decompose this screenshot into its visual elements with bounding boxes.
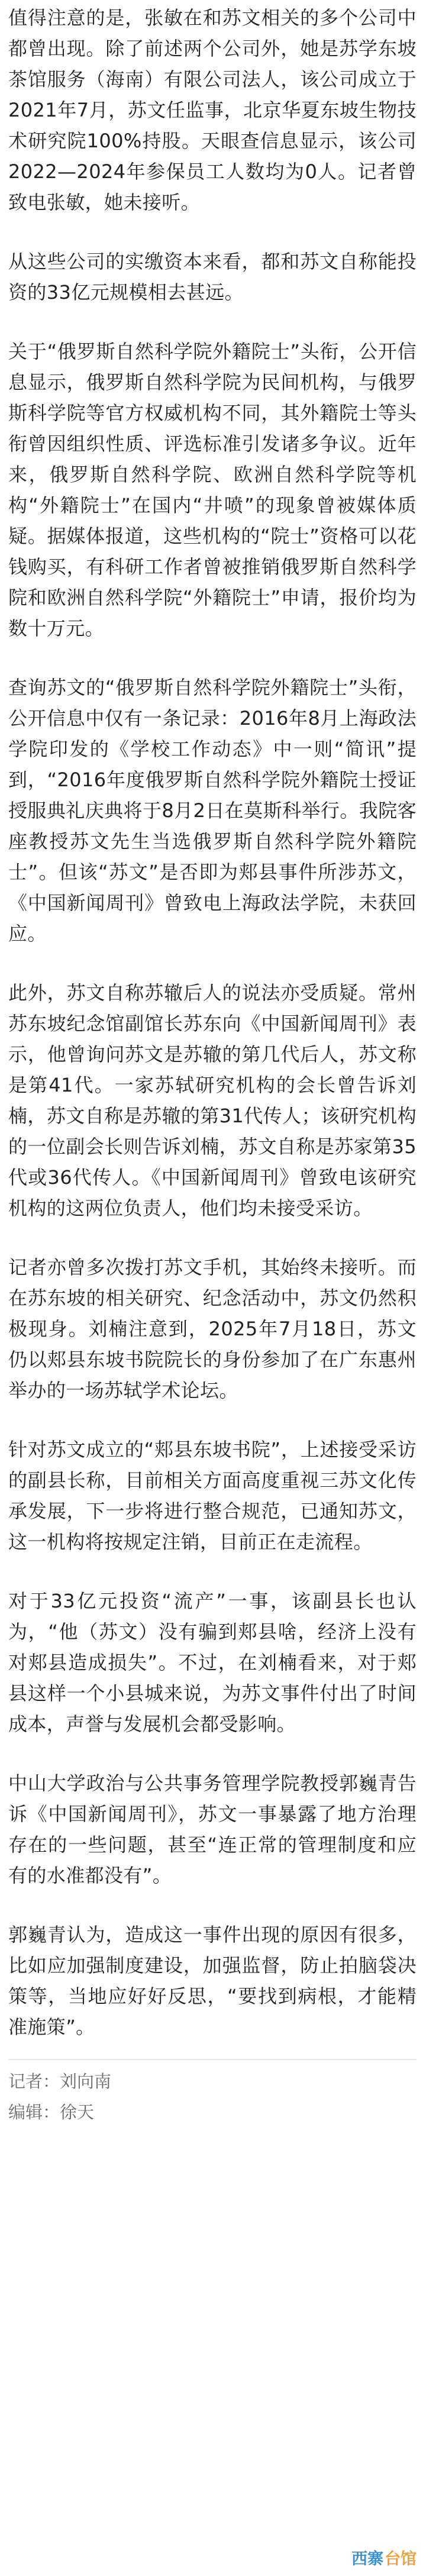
- article-paragraph: 郭巍青认为，造成这一事件出现的原因有很多，比如应加强制度建设，加强监督，防止拍脑袋决策等，当地应好好反思，“要找到病根，才能精准施策”。: [8, 1923, 417, 2038]
- site-watermark: [351, 2546, 417, 2569]
- article-paragraph: 记者亦曾多次拨打苏文手机，其始终未接听。而在苏东坡的相关研究、纪念活动中，苏文仍然积极现身。刘楠注意到，2025年7月18日，苏文仍以郏县东坡书院院长的身份参加了在广东惠州举办的一场苏轼学术论坛。: [8, 1256, 417, 1402]
- article-paragraph: 中山大学政治与公共事务管理学院教授郭巍青告诉《中国新闻周刊》，苏文一事暴露了地方治理存在的一些问题，甚至“连正常的管理制度和应有的水准都没有”。: [8, 1772, 417, 1887]
- article-paragraph: 对于33亿元投资“流产”一事，该副县长也认为，“他（苏文）没有骗到郏县啥，经济上没有对郏县造成损失”。不过，在刘楠看来，对于郏县这样一个小县城来说，为苏文事件付出了时间成本，声誉与发展机会都受影响。: [8, 1590, 417, 1735]
- article-paragraph: 值得注意的是，张敏在和苏文相关的多个公司中都曾出现。除了前述两个公司外，她是苏学东坡茶馆服务（海南）有限公司法人，该公司成立于2021年7月，苏文任监事，北京华夏东坡生物技术研究院100%持股。天眼查信息显示，该公司2022—2024年参保员工人数均为0人。记者曾致电张敏，她未接听。: [8, 7, 417, 214]
- watermark-part-2: 台馆: [385, 2550, 417, 2568]
- article-paragraph: 针对苏文成立的“郏县东坡书院”，上述接受采访的副县长称，目前相关方面高度重视三苏文化传承发展，下一步将进行整合规范，已通知苏文，这一机构将按规定注销，目前正在走流程。: [8, 1438, 417, 1553]
- article-body: [8, 2, 417, 2129]
- article-paragraph: 此外，苏文自称苏辙后人的说法亦受质疑。常州苏东坡纪念馆副馆长苏东向《中国新闻周刊》表示，他曾询问苏文是苏辙的第几代后人，苏文称是第41代。一家苏轼研究机构的会长曾告诉刘楠，苏文自称是苏辙的第31代传人；该研究机构的一位副会长则告诉刘楠，苏文自称是苏家第35代或36代传人。《中国新闻周刊》曾致电该研究机构的这两位负责人，他们均未接受采访。: [8, 982, 417, 1219]
- reporter-credit: 记者：刘向南: [8, 2071, 112, 2091]
- article-paragraph: 查询苏文的“俄罗斯自然科学院外籍院士”头衔，公开信息中仅有一条记录：2016年8月上海政法学院印发的《学校工作动态》中一则“简讯”提到，“2016年度俄罗斯自然科学院外籍院士授证授服典礼庆典将于8月2日在莫斯科举行。我院客座教授苏文先生当选俄罗斯自然科学院外籍院士”。但该“苏文”是否即为郏县事件所涉苏文，《中国新闻周刊》曾致电上海政法学院，未获回应。: [8, 676, 417, 945]
- editor-credit: 编辑：徐天: [8, 2102, 95, 2122]
- article-paragraph: 从这些公司的实缴资本来看，都和苏文自称能投资的33亿元规模相去甚远。: [8, 250, 417, 304]
- watermark-part-1: 西寨: [351, 2550, 383, 2568]
- credits-divider: [8, 2059, 417, 2060]
- article-paragraph: 关于“俄罗斯自然科学院外籍院士”头衔，公开信息显示，俄罗斯自然科学院为民间机构，与俄罗斯科学院等官方权威机构不同，其外籍院士等头衔曾因组织性质、评选标准引发诸多争议。近年来，俄罗斯自然科学院、欧洲自然科学院等机构“外籍院士”在国内“井喷”的现象曾被媒体质疑。据媒体报道，这些机构的“院士”资格可以花钱购买，有科研工作者曾被推销俄罗斯自然科学院和欧洲自然科学院“外籍院士”申请，报价均为数十万元。: [8, 340, 417, 640]
